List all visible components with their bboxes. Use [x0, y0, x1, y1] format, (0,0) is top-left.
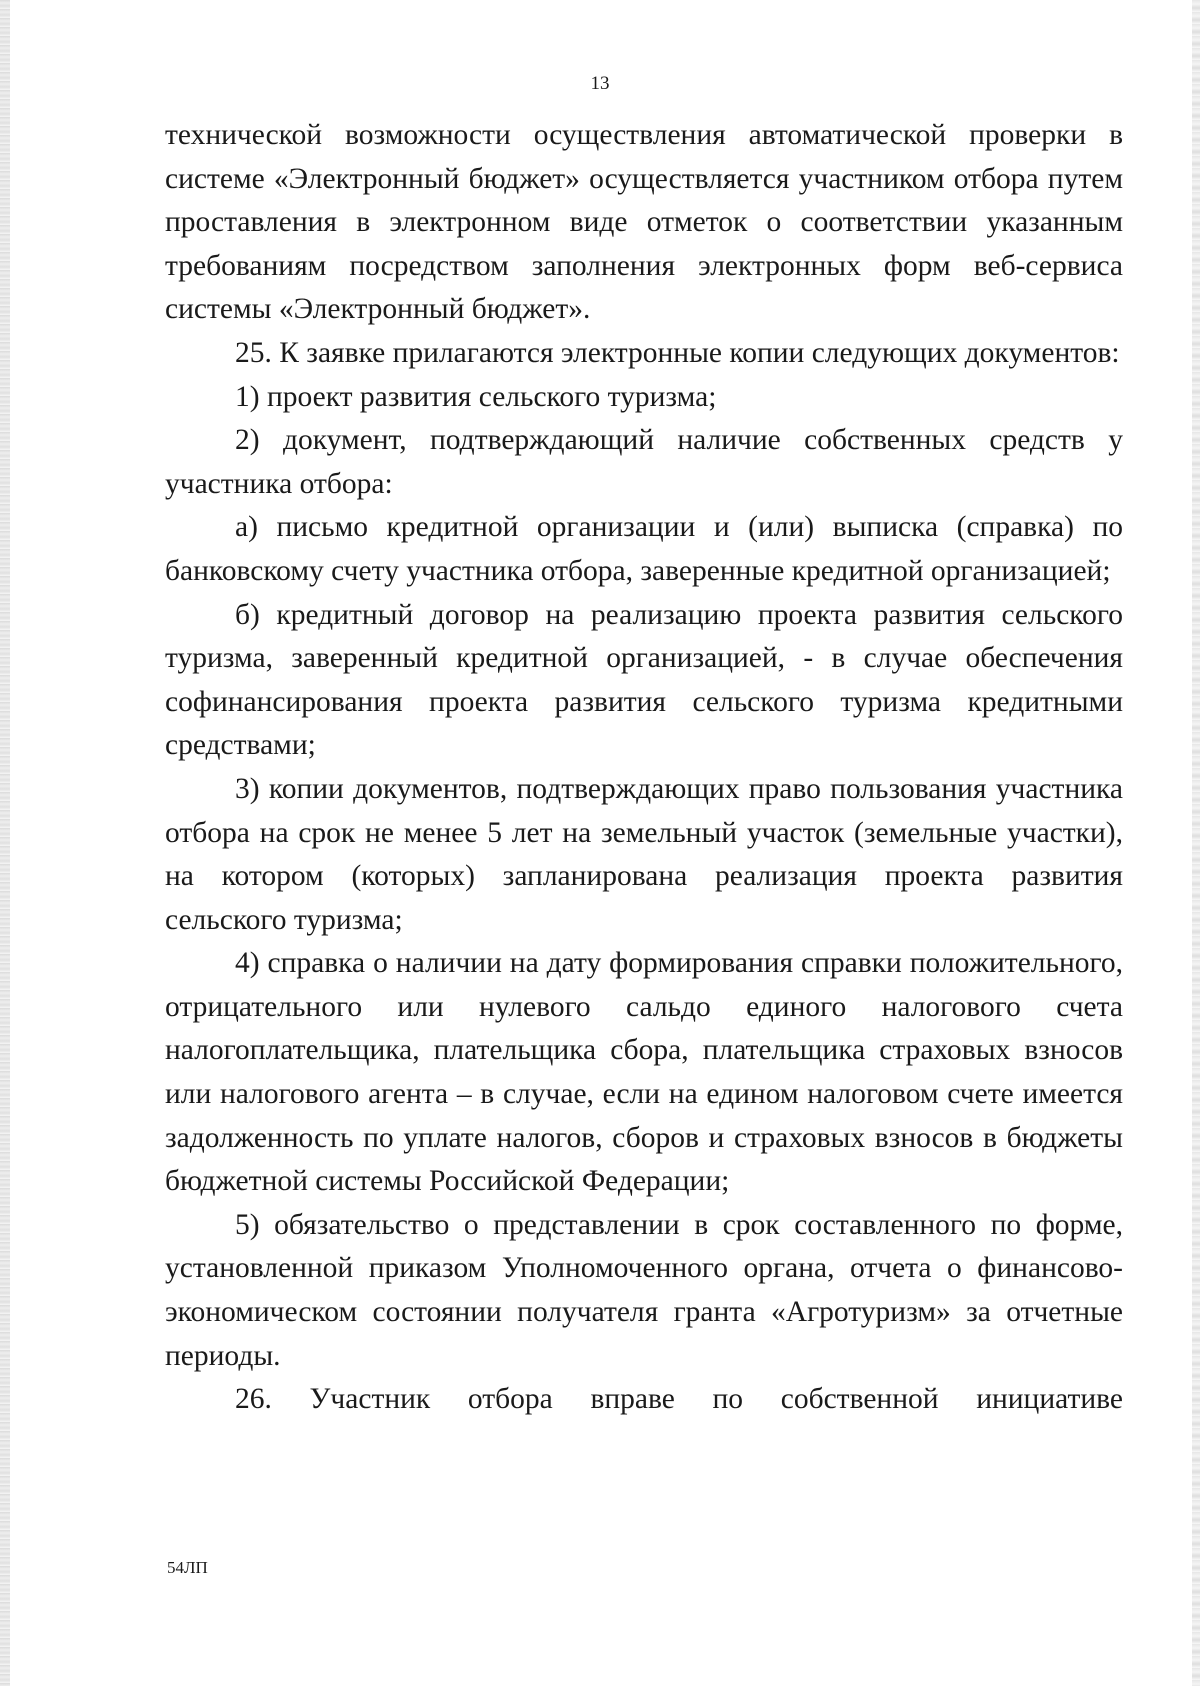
paragraph-item-26: 26. Участник отбора вправе по собственной инициативе	[235, 1383, 1123, 1416]
paragraph-subitem-2: 2) документ, подтверждающий наличие собственных средств у участника отбора:	[165, 424, 1123, 500]
document-code: 54ЛП	[167, 1558, 208, 1577]
document-body	[165, 114, 1123, 1422]
paragraph-subitem-3: 3) копии документов, подтверждающих право пользования участника отбора на срок не менее 5 лет на земельный участок (земельные участки), на котором (которых) запланирована реализация проекта развития сельского туризма;	[165, 772, 1123, 936]
paragraph-subitem-4: 4) справка о наличии на дату формирования справки положительного, отрицательного или нулевого сальдо единого налогового счета налогоплательщика, плательщика сбора, плательщика страховых взносов или налогового агента – в случае, если на едином налоговом счете имеется задолженность по уплате налогов, сборов и страховых взносов в бюджеты бюджетной системы Российской Федерации;	[165, 947, 1123, 1198]
page-number: 13	[590, 73, 610, 94]
paragraph-subitem-5: 5) обязательство о представлении в срок составленного по форме, установленной приказом Уполномоченного органа, отчета о финансово-экономическом состоянии получателя гранта «Агротуризм» за отчетные периоды.	[165, 1208, 1123, 1372]
paragraph-item-25: 25. К заявке прилагаются электронные копии следующих документов:	[235, 336, 1120, 369]
paragraph-subitem-1: 1) проект развития сельского туризма;	[235, 380, 717, 413]
paragraph-continuation: технической возможности осуществления автоматической проверки в системе «Электронный бюджет» осуществляется участником отбора путем проставления в электронном виде отметок о соответствии указанным требованиям посредством заполнения электронных форм веб-сервиса системы «Электронный бюджет».	[165, 119, 1123, 326]
paragraph-subitem-2a: а) письмо кредитной организации и (или) выписка (справка) по банковскому счету участника отбора, заверенные кредитной организацией;	[165, 511, 1123, 587]
paragraph-subitem-2b: б) кредитный договор на реализацию проекта развития сельского туризма, заверенный кредитной организацией, - в случае обеспечения софинансирования проекта развития сельского туризма кредитными средствами;	[165, 598, 1123, 762]
scan-edge-left	[0, 0, 10, 1686]
scan-edge-right	[1192, 0, 1200, 1686]
